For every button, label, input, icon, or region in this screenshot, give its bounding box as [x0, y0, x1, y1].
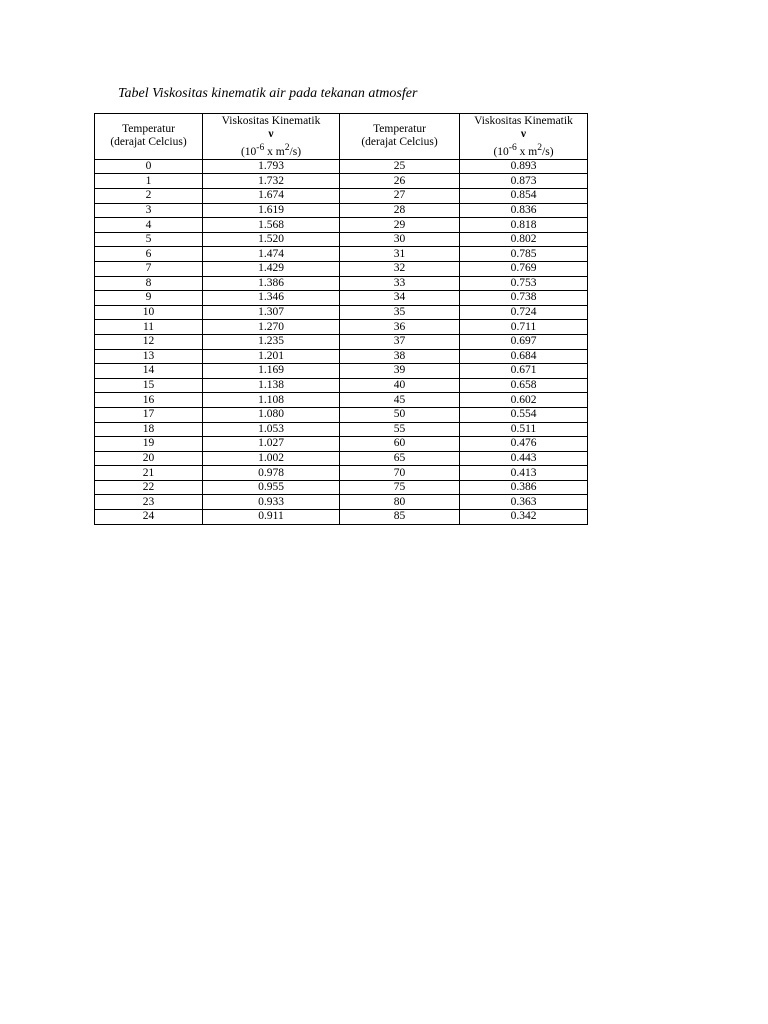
viscosity-table: [94, 113, 588, 525]
table-row: [95, 480, 588, 495]
cell-temperature-right: 85: [340, 510, 460, 525]
cell-temperature-left: 11: [95, 320, 203, 335]
cell-viscosity-left: 1.474: [203, 247, 340, 262]
cell-temperature-right: 35: [340, 305, 460, 320]
cell-viscosity-left: 0.933: [203, 495, 340, 510]
cell-viscosity-right: 0.818: [460, 218, 588, 233]
cell-viscosity-left: 0.911: [203, 510, 340, 525]
cell-viscosity-right: 0.658: [460, 378, 588, 393]
table-header-row: [95, 114, 588, 160]
cell-temperature-right: 40: [340, 378, 460, 393]
table-row: [95, 218, 588, 233]
cell-temperature-left: 2: [95, 189, 203, 204]
cell-viscosity-right: 0.671: [460, 364, 588, 379]
cell-viscosity-left: 1.429: [203, 261, 340, 276]
cell-viscosity-right: 0.785: [460, 247, 588, 262]
cell-temperature-left: 15: [95, 378, 203, 393]
cell-temperature-right: 36: [340, 320, 460, 335]
table-row: [95, 364, 588, 379]
cell-temperature-right: 31: [340, 247, 460, 262]
cell-temperature-left: 4: [95, 218, 203, 233]
header-temp-unit: (derajat Celcius): [361, 136, 438, 149]
cell-temperature-right: 75: [340, 480, 460, 495]
cell-viscosity-left: 1.027: [203, 437, 340, 452]
cell-viscosity-left: 1.732: [203, 174, 340, 189]
cell-viscosity-right: 0.738: [460, 291, 588, 306]
table-row: [95, 349, 588, 364]
table-row: [95, 261, 588, 276]
cell-temperature-left: 1: [95, 174, 203, 189]
cell-temperature-right: 45: [340, 393, 460, 408]
cell-temperature-left: 22: [95, 480, 203, 495]
cell-viscosity-left: 1.793: [203, 159, 340, 174]
cell-temperature-right: 32: [340, 261, 460, 276]
cell-temperature-right: 65: [340, 451, 460, 466]
cell-viscosity-right: 0.854: [460, 189, 588, 204]
table-row: [95, 247, 588, 262]
cell-temperature-right: 30: [340, 232, 460, 247]
cell-temperature-left: 20: [95, 451, 203, 466]
cell-temperature-left: 14: [95, 364, 203, 379]
cell-viscosity-left: 1.053: [203, 422, 340, 437]
cell-viscosity-left: 1.619: [203, 203, 340, 218]
cell-viscosity-left: 1.674: [203, 189, 340, 204]
cell-viscosity-right: 0.802: [460, 232, 588, 247]
cell-viscosity-right: 0.602: [460, 393, 588, 408]
cell-viscosity-left: 1.080: [203, 407, 340, 422]
cell-temperature-left: 16: [95, 393, 203, 408]
table-row: [95, 334, 588, 349]
cell-temperature-left: 6: [95, 247, 203, 262]
cell-viscosity-right: 0.684: [460, 349, 588, 364]
cell-temperature-left: 17: [95, 407, 203, 422]
table-row: [95, 174, 588, 189]
table-row: [95, 232, 588, 247]
header-viscosity-left: [203, 114, 340, 160]
cell-temperature-left: 5: [95, 232, 203, 247]
cell-viscosity-right: 0.443: [460, 451, 588, 466]
header-temperature-right: [340, 114, 460, 160]
cell-viscosity-left: 0.978: [203, 466, 340, 481]
cell-viscosity-left: 1.386: [203, 276, 340, 291]
table-row: [95, 495, 588, 510]
cell-viscosity-right: 0.753: [460, 276, 588, 291]
table-row: [95, 466, 588, 481]
cell-temperature-right: 39: [340, 364, 460, 379]
cell-temperature-left: 0: [95, 159, 203, 174]
table-row: [95, 393, 588, 408]
cell-viscosity-left: 0.955: [203, 480, 340, 495]
cell-temperature-right: 34: [340, 291, 460, 306]
cell-viscosity-left: 1.520: [203, 232, 340, 247]
cell-viscosity-right: 0.511: [460, 422, 588, 437]
cell-temperature-left: 18: [95, 422, 203, 437]
cell-viscosity-right: 0.893: [460, 159, 588, 174]
cell-temperature-right: 27: [340, 189, 460, 204]
cell-viscosity-left: 1.568: [203, 218, 340, 233]
table-row: [95, 189, 588, 204]
cell-viscosity-right: 0.836: [460, 203, 588, 218]
cell-viscosity-left: 1.270: [203, 320, 340, 335]
cell-viscosity-right: 0.697: [460, 334, 588, 349]
header-visc-label: Viskositas Kinematik: [221, 115, 321, 127]
header-visc-unit: ($10^{-6}$ x $m^2/s$): [493, 142, 554, 158]
cell-temperature-left: 24: [95, 510, 203, 525]
cell-viscosity-right: 0.724: [460, 305, 588, 320]
cell-temperature-right: 50: [340, 407, 460, 422]
table-row: [95, 276, 588, 291]
cell-temperature-left: 10: [95, 305, 203, 320]
cell-viscosity-left: 1.108: [203, 393, 340, 408]
table-row: [95, 305, 588, 320]
table-row: [95, 378, 588, 393]
cell-temperature-right: 70: [340, 466, 460, 481]
table-row: [95, 437, 588, 452]
cell-temperature-left: 12: [95, 334, 203, 349]
header-visc-unit: ($10^{-6}$ x $m^2/s$): [240, 142, 302, 158]
header-visc-label: Viskositas Kinematik: [474, 115, 573, 127]
cell-viscosity-right: 0.363: [460, 495, 588, 510]
table-title: Tabel Viskositas kinematik air pada tekanan atmosfer: [118, 86, 418, 101]
cell-temperature-right: 55: [340, 422, 460, 437]
table-row: [95, 451, 588, 466]
cell-temperature-right: 37: [340, 334, 460, 349]
table-row: [95, 291, 588, 306]
cell-viscosity-right: 0.769: [460, 261, 588, 276]
table-row: [95, 510, 588, 525]
cell-viscosity-right: 0.342: [460, 510, 588, 525]
cell-temperature-right: 28: [340, 203, 460, 218]
cell-temperature-left: 8: [95, 276, 203, 291]
header-nu-symbol: ν: [268, 128, 274, 140]
table-row: [95, 203, 588, 218]
cell-viscosity-left: 1.002: [203, 451, 340, 466]
cell-temperature-right: 38: [340, 349, 460, 364]
cell-viscosity-left: 1.138: [203, 378, 340, 393]
cell-temperature-right: 60: [340, 437, 460, 452]
cell-temperature-right: 80: [340, 495, 460, 510]
header-temperature-left: [95, 114, 203, 160]
cell-temperature-right: 29: [340, 218, 460, 233]
cell-viscosity-left: 1.346: [203, 291, 340, 306]
cell-temperature-left: 13: [95, 349, 203, 364]
table-body: [95, 159, 588, 524]
cell-viscosity-left: 1.307: [203, 305, 340, 320]
cell-temperature-left: 7: [95, 261, 203, 276]
cell-viscosity-left: 1.169: [203, 364, 340, 379]
table-row: [95, 407, 588, 422]
cell-viscosity-right: 0.554: [460, 407, 588, 422]
cell-viscosity-left: 1.201: [203, 349, 340, 364]
table-row: [95, 422, 588, 437]
table-row: [95, 159, 588, 174]
cell-temperature-left: 9: [95, 291, 203, 306]
cell-temperature-left: 19: [95, 437, 203, 452]
cell-temperature-right: 26: [340, 174, 460, 189]
cell-viscosity-right: 0.711: [460, 320, 588, 335]
cell-temperature-left: 21: [95, 466, 203, 481]
header-nu-symbol: ν: [520, 128, 527, 140]
cell-temperature-left: 23: [95, 495, 203, 510]
cell-viscosity-right: 0.873: [460, 174, 588, 189]
cell-temperature-left: 3: [95, 203, 203, 218]
cell-temperature-right: 25: [340, 159, 460, 174]
cell-viscosity-right: 0.386: [460, 480, 588, 495]
cell-viscosity-right: 0.413: [460, 466, 588, 481]
header-temp-label: Temperatur: [122, 123, 175, 136]
cell-temperature-right: 33: [340, 276, 460, 291]
cell-viscosity-right: 0.476: [460, 437, 588, 452]
cell-viscosity-left: 1.235: [203, 334, 340, 349]
header-viscosity-right: [460, 114, 588, 160]
table-row: [95, 320, 588, 335]
header-temp-label: Temperatur: [373, 123, 426, 136]
header-temp-unit: (derajat Celcius): [110, 136, 187, 149]
